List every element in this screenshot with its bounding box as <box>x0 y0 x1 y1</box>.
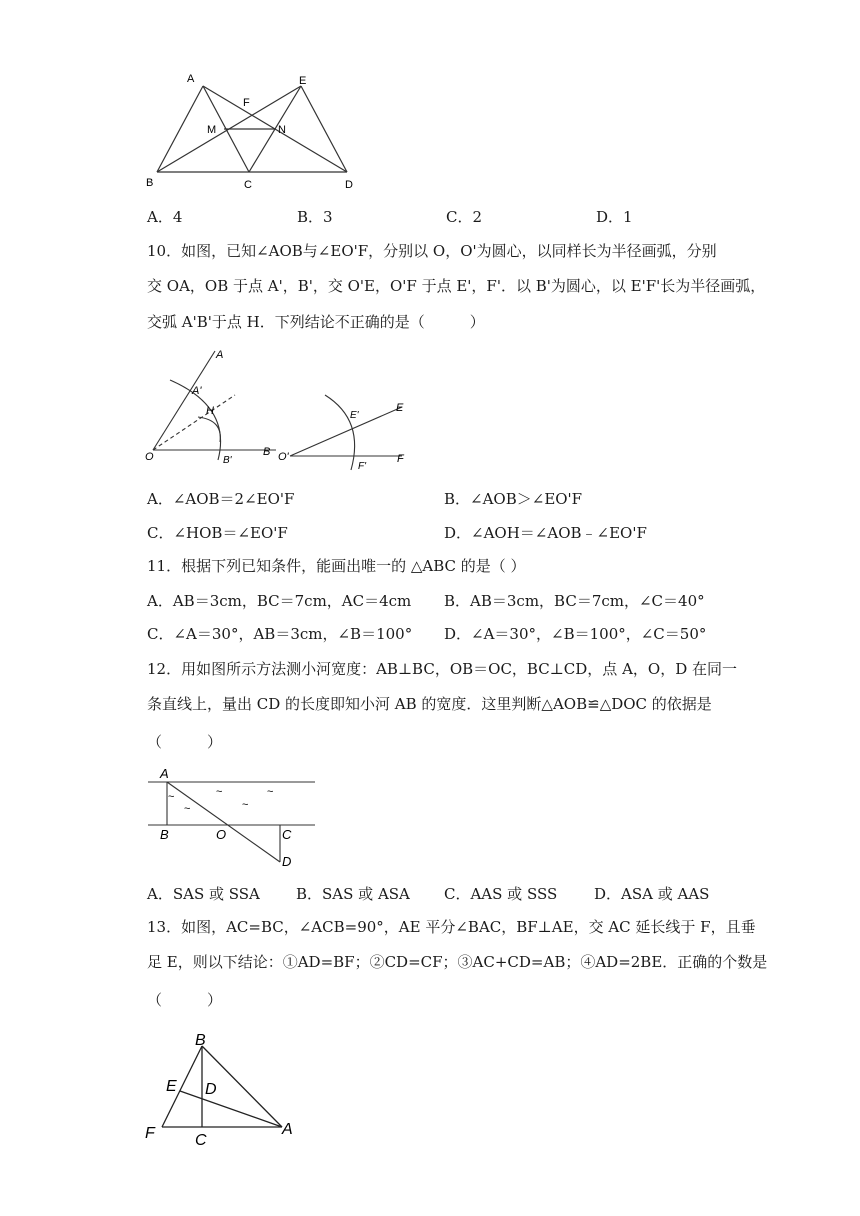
q10-stem-line-3: 交弧 A'B'于点 H．下列结论不正确的是（ ） <box>147 313 485 331</box>
wave-mark: ~ <box>242 799 249 811</box>
q12-stem-line-1: 12．用如图所示方法测小河宽度：AB⊥BC，OB＝OC，BC⊥CD，点 A，O，D 在同一 <box>147 660 738 678</box>
label-B: B <box>146 177 154 189</box>
wave-mark: ~ <box>168 791 175 803</box>
label-O-prime: O' <box>278 451 289 463</box>
q12-option-b: B．SAS 或 ASA <box>296 885 410 903</box>
label-B: B <box>263 446 271 458</box>
label-N: N <box>278 124 286 136</box>
label-O: O <box>145 451 154 463</box>
label-D: D <box>205 1081 217 1098</box>
label-B: B <box>195 1032 206 1049</box>
q13-stem-line-2: 足 E，则以下结论：①AD=BF；②CD=CF；③AC+CD=AB；④AD=2BE．正确的个数是 <box>147 953 768 971</box>
label-F: F <box>145 1125 155 1142</box>
wave-mark: ~ <box>267 786 274 798</box>
label-C: C <box>282 827 292 842</box>
label-B: B <box>160 827 169 842</box>
figure-q13 <box>140 1028 310 1153</box>
q10-stem-line-2: 交 OA，OB 于点 A'，B'，交 O'E，O'F 于点 E'，F'．以 B'为圆心，以 E'F'长为半径画弧， <box>147 277 766 295</box>
q12-stem-line-2: 条直线上，量出 CD 的长度即知小河 AB 的宽度．这里判断△AOB≌△DOC 的依据是 <box>147 695 712 713</box>
label-A: A <box>216 349 224 361</box>
q12-option-d: D．ASA 或 AAS <box>594 885 710 903</box>
label-F-prime: F' <box>358 461 367 472</box>
q9-option-d: D．1 <box>596 208 633 226</box>
q13-stem-line-3: （ ） <box>147 991 223 1009</box>
label-B-prime: B' <box>223 455 232 466</box>
label-M: M <box>207 124 217 136</box>
figure-q12 <box>140 762 325 874</box>
label-C: C <box>244 179 252 191</box>
q13-stem-line-1: 13．如图，AC=BC，∠ACB=90°，AE 平分∠BAC，BF⊥AE，交 AC 延长线于 F，且垂 <box>147 918 756 936</box>
label-A: A <box>187 73 195 85</box>
label-F: F <box>397 453 404 465</box>
label-E: E <box>299 75 307 87</box>
label-A-prime: A' <box>192 385 202 397</box>
label-F: F <box>243 97 250 109</box>
q10-option-b: B．∠AOB＞∠EO'F <box>444 490 583 508</box>
label-D: D <box>345 179 353 191</box>
q12-stem-line-3: （ ） <box>147 733 223 751</box>
label-O: O <box>216 827 227 842</box>
label-D: D <box>282 854 292 869</box>
q12-option-c: C．AAS 或 SSS <box>444 885 558 903</box>
label-A: A <box>282 1121 293 1138</box>
label-H: H <box>206 405 214 417</box>
q10-option-d: D．∠AOH＝∠AOB﹣∠EO'F <box>444 524 647 542</box>
label-E-prime: E' <box>350 410 359 421</box>
q12-option-a: A．SAS 或 SSA <box>147 885 260 903</box>
wave-mark: ~ <box>216 786 223 798</box>
q10-stem-line-1: 10．如图，已知∠AOB与∠EO'F，分别以 O，O'为圆心，以同样长为半径画弧，分别 <box>147 242 717 260</box>
q10-option-c: C．∠HOB＝∠EO'F <box>147 524 288 542</box>
figure-q9 <box>140 68 370 193</box>
q10-option-a: A．∠AOB＝2∠EO'F <box>147 490 295 508</box>
q9-option-a: A．4 <box>147 208 183 226</box>
q11-option-a: A．AB＝3cm，BC＝7cm，AC＝4cm <box>147 592 412 610</box>
q11-option-d: D．∠A＝30°，∠B＝100°，∠C＝50° <box>444 625 707 643</box>
q11-stem: 11．根据下列已知条件，能画出唯一的 △ABC 的是（ ） <box>147 557 526 575</box>
q9-option-c: C．2 <box>446 208 483 226</box>
q11-option-c: C．∠A＝30°，AB＝3cm，∠B＝100° <box>147 625 413 643</box>
wave-mark: ~ <box>184 803 191 815</box>
q11-option-b: B．AB＝3cm，BC＝7cm，∠C＝40° <box>444 592 705 610</box>
q9-option-b: B．3 <box>297 208 333 226</box>
figure-q10 <box>140 342 420 477</box>
label-E: E <box>166 1078 177 1095</box>
label-E: E <box>396 402 404 414</box>
label-A: A <box>160 766 169 781</box>
label-C: C <box>195 1132 207 1149</box>
